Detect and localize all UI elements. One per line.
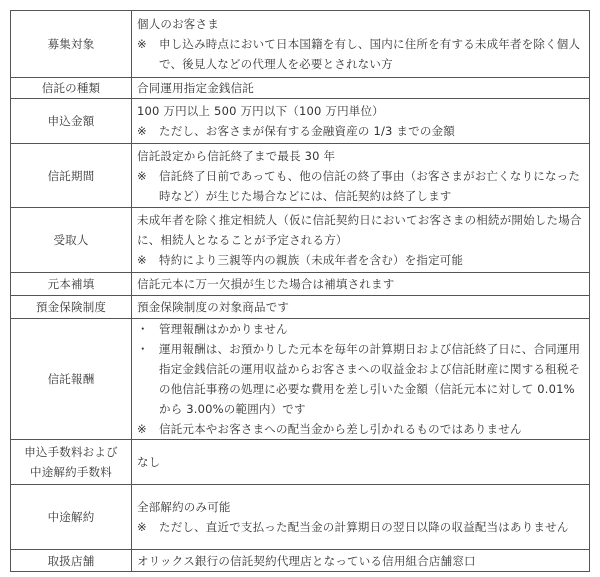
row-label	[11, 440, 132, 485]
table-row-deposit-insurance	[11, 296, 590, 319]
row-label-line: 申込手数料および	[24, 445, 118, 459]
table-row-fees	[11, 440, 590, 485]
value-note	[137, 419, 584, 439]
row-label: 申込金額	[11, 99, 132, 144]
row-value	[132, 208, 590, 273]
row-label: 募集対象	[11, 11, 132, 78]
row-value	[132, 485, 590, 550]
bullet-text: 運用報酬は、お預かりした元本を毎年の計算期日および信託終了日に、合同運用指定金銭信託の運用収益からお客さまへの収益金および信託財産に関する租税その他信託事務の処理に必要な費用を差し引いた金額（信託元本に対して 0.01%から 3.00%の範囲内）です	[159, 342, 581, 416]
bullet-icon: ・	[137, 322, 149, 336]
table-row-trust-period	[11, 144, 590, 208]
value-main: 100 万円以上 500 万円以下（100 万円単位）	[137, 104, 384, 118]
row-value: 預金保険制度の対象商品です	[132, 296, 590, 319]
note-text: 申し込み時点において日本国籍を有し、国内に住所を有する未成年者を除く個人で、後見人などの代理人を必要とされない方	[159, 37, 581, 71]
note-mark-icon: ※	[137, 253, 147, 267]
bullet-icon: ・	[137, 342, 149, 356]
row-value: 合同運用指定金銭信託	[132, 78, 590, 99]
bullet-text: 管理報酬はかかりません	[159, 322, 288, 336]
table-row-trust-type	[11, 78, 590, 99]
note-mark-icon: ※	[137, 124, 147, 138]
table-row-application-amount	[11, 99, 590, 144]
note-mark-icon: ※	[137, 422, 147, 436]
note-text: 信託終了日前であっても、他の信託の終了事由（お客さまがお亡くなりになった時など）が生じた場合などには、信託契約は終了します	[159, 168, 581, 203]
product-spec-table	[10, 10, 590, 572]
row-label: 受取人	[11, 208, 132, 273]
table-row-principal-compensation	[11, 273, 590, 296]
note-mark-icon: ※	[137, 168, 147, 183]
row-value	[132, 319, 590, 440]
value-note	[137, 34, 584, 74]
value-note	[137, 121, 584, 141]
row-label: 預金保険制度	[11, 296, 132, 319]
value-bullet	[137, 339, 584, 419]
table-row-early-termination	[11, 485, 590, 550]
row-value: なし	[132, 440, 590, 485]
value-bullet	[137, 319, 584, 339]
value-main: 未成年者を除く推定相続人（仮に信託契約日においてお客さまの相続が開始した場合に、相続人となることが予定される方）	[137, 213, 582, 247]
value-main: 信託設定から信託終了まで最長 30 年	[137, 148, 336, 163]
value-note	[137, 250, 584, 270]
row-label: 信託の種類	[11, 78, 132, 99]
note-mark-icon: ※	[137, 37, 147, 51]
value-note	[137, 517, 584, 537]
note-mark-icon: ※	[137, 520, 147, 534]
row-label: 取扱店舗	[11, 550, 132, 572]
row-value	[132, 144, 590, 208]
note-text: 特約により三親等内の親族（未成年者を含む）を指定可能	[159, 253, 464, 267]
note-text: ただし、直近で支払った配当金の計算期日の翌日以降の収益配当はありません	[159, 520, 569, 534]
table-row-recruitment-target	[11, 11, 590, 78]
row-label: 中途解約	[11, 485, 132, 550]
row-label: 信託報酬	[11, 319, 132, 440]
table-row-branches	[11, 550, 590, 572]
note-text: 信託元本やお客さまへの配当金から差し引かれるものではありません	[159, 422, 522, 436]
row-value: オリックス銀行の信託契約代理店となっている信用組合店舗窓口	[132, 550, 590, 572]
table-row-trust-fee	[11, 319, 590, 440]
row-value: 信託元本に万一欠損が生じた場合は補填されます	[132, 273, 590, 296]
value-main: 全部解約のみ可能	[137, 500, 231, 514]
row-value	[132, 11, 590, 78]
value-main: 個人のお客さま	[137, 17, 219, 31]
row-label: 元本補填	[11, 273, 132, 296]
row-value	[132, 99, 590, 144]
value-note	[137, 166, 584, 206]
row-label: 信託期間	[11, 144, 132, 208]
table-row-beneficiary	[11, 208, 590, 273]
note-text: ただし、お客さまが保有する金融資産の 1/3 までの金額	[159, 124, 455, 138]
row-label-line: 中途解約手数料	[30, 465, 112, 479]
